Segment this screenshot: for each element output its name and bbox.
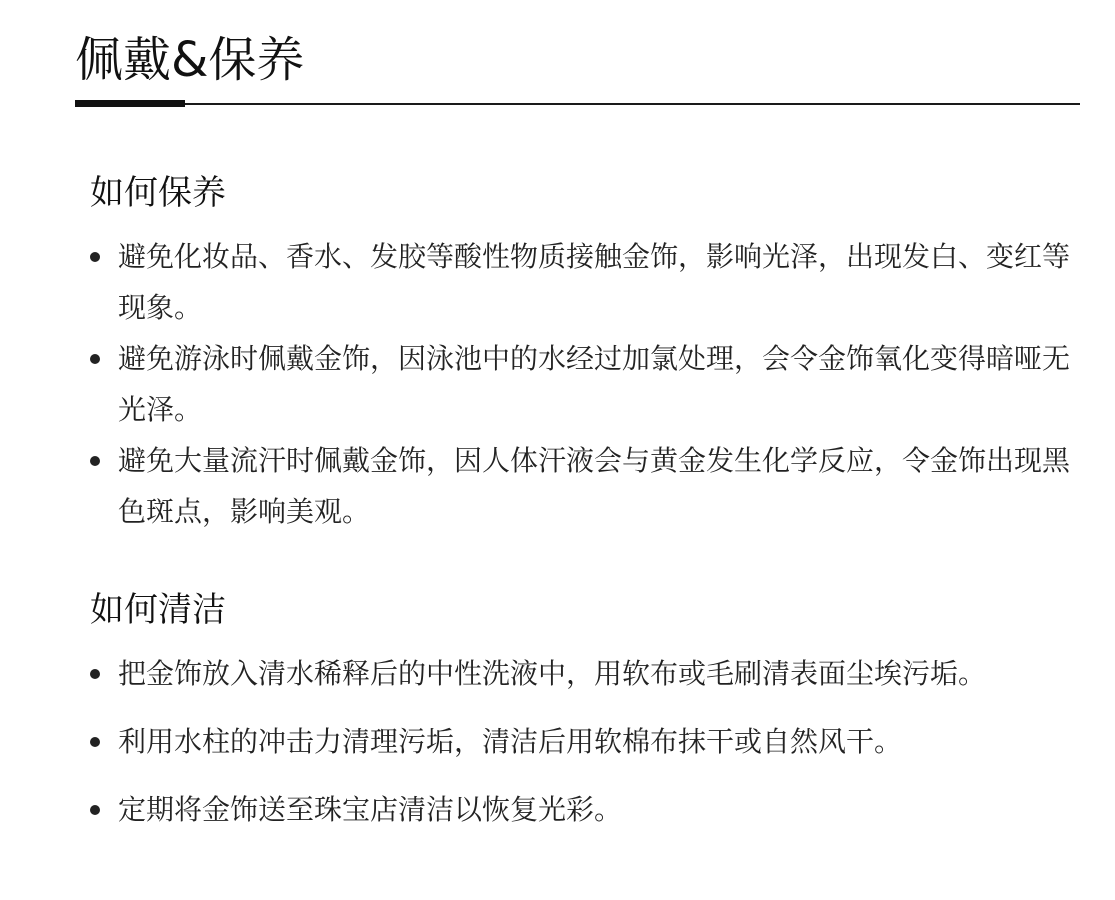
bullet-icon — [90, 669, 100, 679]
bullet-icon — [90, 737, 100, 747]
cleaning-item-text: 利用水柱的冲击力清理污垢，清洁后用软棉布抹干或自然风干。 — [118, 725, 903, 758]
care-item-text: 避免游泳时佩戴金饰，因泳池中的水经过加氯处理，会令金饰氧化变得暗哑无光泽。 — [118, 342, 1071, 426]
cleaning-item-text: 把金饰放入清水稀释后的中性洗液中，用软布或毛刷清表面尘埃污垢。 — [118, 657, 987, 690]
bullet-icon — [90, 456, 100, 466]
cleaning-list-item — [90, 716, 1090, 767]
title-accent-bar — [75, 100, 185, 107]
care-list — [90, 231, 1090, 537]
cleaning-section — [90, 582, 1090, 852]
care-list-item — [90, 435, 1090, 537]
care-list-item — [90, 231, 1090, 333]
bullet-icon — [90, 805, 100, 815]
bullet-icon — [90, 354, 100, 364]
cleaning-heading: 如何清洁 — [90, 590, 226, 630]
cleaning-item-text: 定期将金饰送至珠宝店清洁以恢复光彩。 — [118, 793, 623, 826]
care-section — [90, 165, 1090, 537]
cleaning-list-item — [90, 784, 1090, 835]
care-list-item — [90, 333, 1090, 435]
bullet-icon — [90, 252, 100, 262]
page-title: 佩戴&保养 — [75, 32, 305, 88]
page-header — [75, 0, 1080, 110]
care-heading: 如何保养 — [90, 173, 226, 213]
title-divider — [75, 103, 1080, 105]
care-item-text: 避免大量流汗时佩戴金饰，因人体汗液会与黄金发生化学反应，令金饰出现黑色斑点，影响美观。 — [118, 444, 1071, 528]
care-item-text: 避免化妆品、香水、发胶等酸性物质接触金饰，影响光泽，出现发白、变红等现象。 — [118, 240, 1071, 324]
cleaning-list — [90, 648, 1090, 835]
cleaning-list-item — [90, 648, 1090, 699]
